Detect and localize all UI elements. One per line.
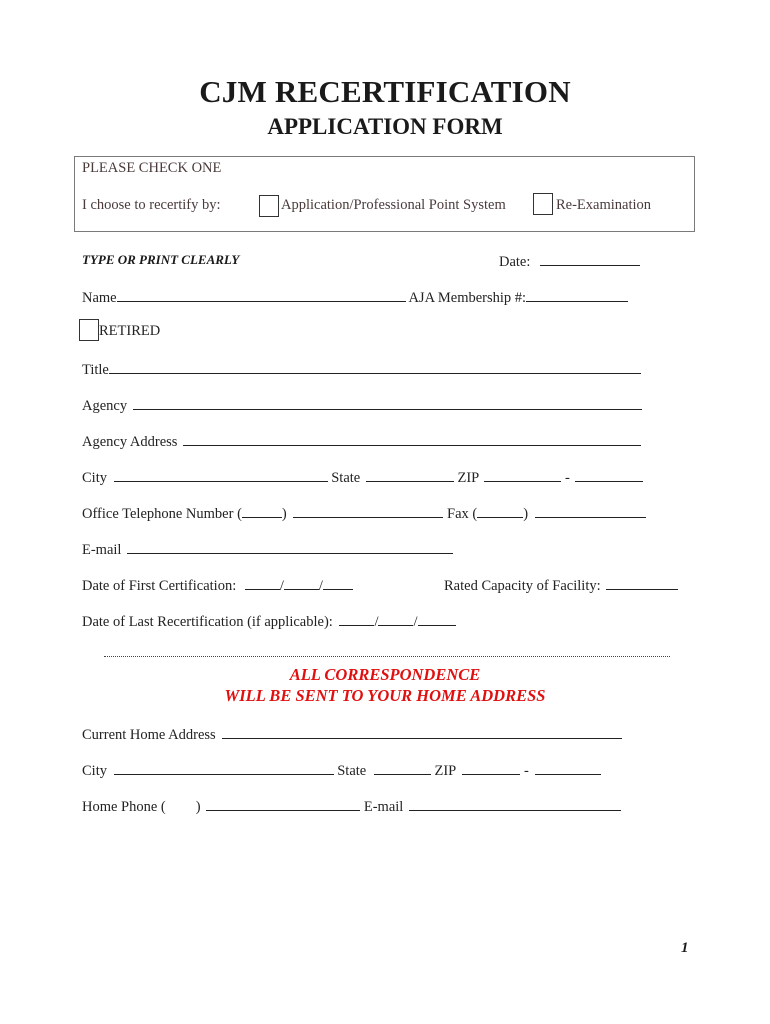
home-city-row (82, 760, 601, 780)
name-input-line[interactable] (117, 287, 406, 302)
page-number: 1 (681, 940, 689, 956)
fax-input-line[interactable] (535, 503, 646, 518)
last-recert-label: Date of Last Recertification (if applicable): (82, 614, 333, 630)
rated-capacity-label: Rated Capacity of Facility: (444, 578, 601, 594)
correspondence-notice-line-2: WILL BE SENT TO YOUR HOME ADDRESS (224, 686, 546, 705)
office-area-code-line[interactable] (242, 503, 282, 518)
first-cert-slash-1: / (279, 578, 284, 594)
first-certification-row (82, 575, 353, 595)
home-address-row (82, 724, 622, 744)
zip-input-line[interactable] (484, 467, 561, 482)
home-city-input-line[interactable] (114, 760, 334, 775)
retired-checkbox[interactable] (79, 319, 99, 341)
agency-address-row (82, 431, 641, 451)
home-state-input-line[interactable] (374, 760, 431, 775)
home-zip-ext-input-line[interactable] (535, 760, 601, 775)
agency-row (82, 395, 642, 415)
email-input-line[interactable] (127, 539, 453, 554)
application-point-system-checkbox[interactable] (259, 195, 279, 217)
title-label: Title (82, 362, 109, 378)
home-city-label: City (82, 763, 107, 779)
zip-dash: - (564, 470, 570, 486)
last-recertification-row (82, 611, 456, 631)
first-cert-year-line[interactable] (323, 575, 353, 590)
home-phone-label: Home Phone ( (82, 799, 166, 815)
office-phone-close-paren: ) (281, 506, 287, 522)
first-cert-slash-2: / (318, 578, 323, 594)
city-input-line[interactable] (114, 467, 328, 482)
home-zip-label: ZIP (434, 763, 456, 779)
date-input-line[interactable] (540, 251, 640, 266)
recertify-method-panel (74, 156, 695, 232)
please-check-one-heading: PLEASE CHECK ONE (82, 160, 222, 176)
application-point-system-label: Application/Professional Point System (281, 197, 506, 213)
aja-membership-input-line[interactable] (526, 287, 628, 302)
last-recert-day-line[interactable] (378, 611, 413, 626)
retired-label: RETIRED (99, 323, 161, 339)
last-recert-slash-2: / (413, 614, 418, 630)
first-cert-label: Date of First Certification: (82, 578, 237, 594)
last-recert-year-line[interactable] (418, 611, 456, 626)
home-state-label: State (337, 763, 367, 779)
date-label: Date: (499, 254, 531, 270)
office-phone-input-line[interactable] (293, 503, 443, 518)
first-cert-month-line[interactable] (245, 575, 280, 590)
fax-area-code-line[interactable] (477, 503, 523, 518)
aja-membership-label: AJA Membership #: (408, 290, 527, 306)
re-examination-label: Re-Examination (556, 197, 652, 213)
home-address-label: Current Home Address (82, 727, 216, 743)
state-label: State (331, 470, 361, 486)
agency-city-row (82, 467, 643, 487)
name-row (82, 287, 628, 307)
zip-ext-input-line[interactable] (575, 467, 643, 482)
agency-label: Agency (82, 398, 128, 414)
home-phone-close-paren: ) (195, 799, 201, 815)
dotted-divider (104, 656, 670, 657)
title-input-line[interactable] (109, 359, 641, 374)
last-recert-slash-1: / (374, 614, 379, 630)
re-examination-checkbox[interactable] (533, 193, 553, 215)
first-cert-day-line[interactable] (284, 575, 319, 590)
title-row (82, 359, 641, 379)
email-label: E-mail (82, 542, 122, 558)
email-row (82, 539, 453, 559)
home-address-input-line[interactable] (222, 724, 622, 739)
type-or-print-instruction: TYPE OR PRINT CLEARLY (82, 252, 240, 267)
office-phone-row (82, 503, 646, 523)
home-zip-input-line[interactable] (462, 760, 520, 775)
correspondence-notice-line-1: ALL CORRESPONDENCE (289, 665, 481, 684)
home-phone-input-line[interactable] (206, 796, 360, 811)
rated-capacity-input-line[interactable] (606, 575, 678, 590)
office-phone-label: Office Telephone Number ( (82, 506, 242, 522)
state-input-line[interactable] (366, 467, 454, 482)
form-subtitle: APPLICATION FORM (267, 114, 503, 139)
city-label: City (82, 470, 107, 486)
home-email-input-line[interactable] (409, 796, 621, 811)
name-label: Name (82, 290, 117, 306)
agency-address-input-line[interactable] (183, 431, 641, 446)
rated-capacity-row (444, 575, 678, 595)
form-title: CJM RECERTIFICATION (199, 74, 571, 109)
last-recert-month-line[interactable] (339, 611, 374, 626)
agency-address-label: Agency Address (82, 434, 178, 450)
zip-label: ZIP (457, 470, 479, 486)
date-field (499, 251, 640, 271)
fax-close-paren: ) (523, 506, 529, 522)
agency-input-line[interactable] (133, 395, 642, 410)
home-email-label: E-mail (363, 799, 404, 815)
fax-label: Fax ( (447, 506, 478, 522)
recertify-prompt: I choose to recertify by: (82, 197, 221, 213)
home-zip-dash: - (523, 763, 529, 779)
home-phone-row (82, 796, 621, 816)
